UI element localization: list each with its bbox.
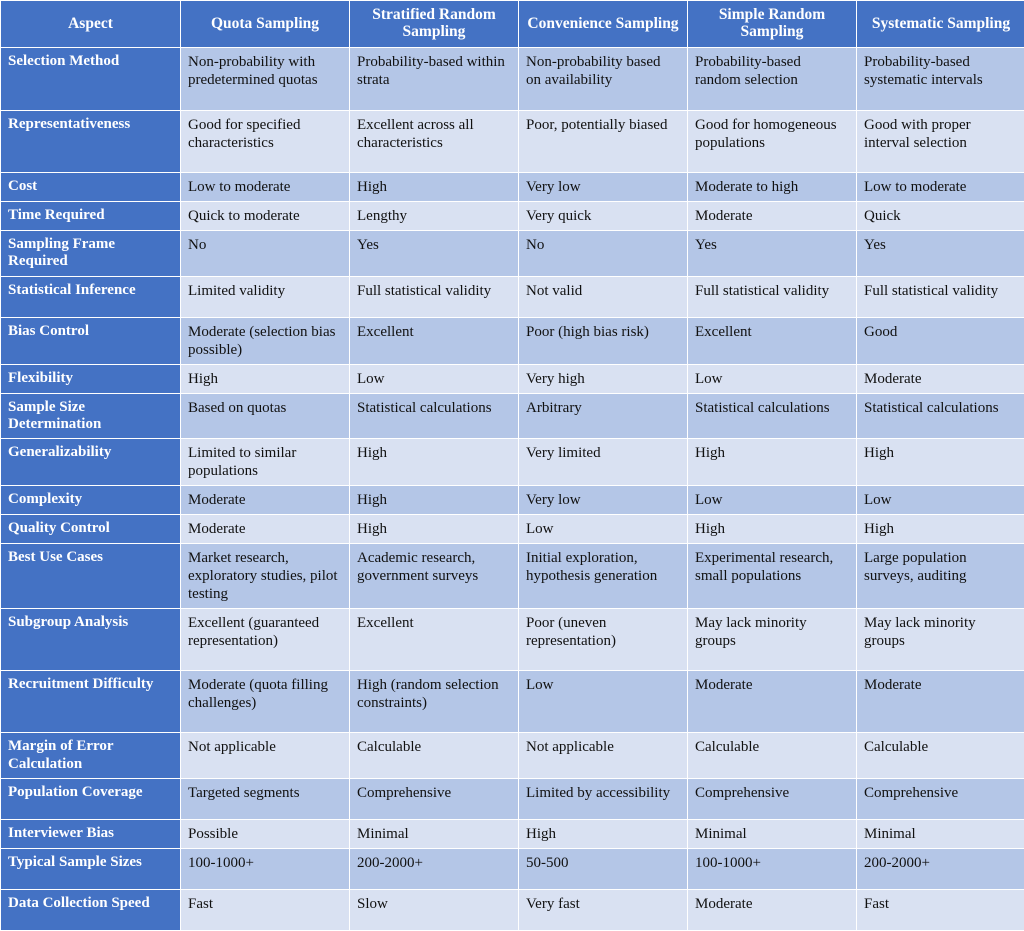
table-cell: Moderate — [688, 671, 857, 733]
table-cell: Good for homogeneous populations — [688, 110, 857, 172]
table-cell: Market research, exploratory studies, pilot testing — [181, 544, 350, 609]
table-cell: Moderate — [181, 486, 350, 515]
table-cell: Quick to moderate — [181, 201, 350, 230]
table-cell: High — [519, 820, 688, 849]
table-cell: Poor (uneven representation) — [519, 609, 688, 671]
table-row — [1, 486, 1024, 515]
row-header-aspect: Flexibility — [1, 364, 181, 393]
table-cell: Large population surveys, auditing — [857, 544, 1024, 609]
table-cell: Low — [688, 364, 857, 393]
table-row — [1, 779, 1024, 820]
table-cell: Very low — [519, 172, 688, 201]
row-header-aspect: Quality Control — [1, 515, 181, 544]
table-cell: Excellent — [688, 317, 857, 364]
table-cell: Slow — [350, 890, 519, 931]
table-cell: High — [350, 439, 519, 486]
table-cell: Moderate to high — [688, 172, 857, 201]
table-cell: Probability-based random selection — [688, 47, 857, 110]
table-cell: Good for specified characteristics — [181, 110, 350, 172]
table-cell: Low — [350, 364, 519, 393]
table-row — [1, 364, 1024, 393]
table-row — [1, 820, 1024, 849]
table-cell: Minimal — [688, 820, 857, 849]
column-header-aspect: Aspect — [1, 1, 181, 48]
table-cell: Yes — [688, 230, 857, 276]
table-row — [1, 172, 1024, 201]
table-cell: Low to moderate — [181, 172, 350, 201]
table-cell: Non-probability with predetermined quotas — [181, 47, 350, 110]
column-header-5: Systematic Sampling — [857, 1, 1024, 48]
table-cell: High — [181, 364, 350, 393]
table-cell: Calculable — [688, 733, 857, 779]
table-cell: Very quick — [519, 201, 688, 230]
table-row — [1, 110, 1024, 172]
table-cell: Experimental research, small populations — [688, 544, 857, 609]
table-cell: Excellent across all characteristics — [350, 110, 519, 172]
row-header-aspect: Sampling Frame Required — [1, 230, 181, 276]
table-cell: May lack minority groups — [857, 609, 1024, 671]
table-cell: Lengthy — [350, 201, 519, 230]
column-header-3: Convenience Sampling — [519, 1, 688, 48]
table-row — [1, 230, 1024, 276]
column-header-2: Stratified Random Sampling — [350, 1, 519, 48]
row-header-aspect: Bias Control — [1, 317, 181, 364]
table-cell: Moderate (selection bias possible) — [181, 317, 350, 364]
row-header-aspect: Interviewer Bias — [1, 820, 181, 849]
table-cell: Low — [857, 486, 1024, 515]
column-header-4: Simple Random Sampling — [688, 1, 857, 48]
table-cell: Statistical calculations — [857, 393, 1024, 439]
row-header-aspect: Best Use Cases — [1, 544, 181, 609]
table-row — [1, 276, 1024, 317]
row-header-aspect: Cost — [1, 172, 181, 201]
row-header-aspect: Representativeness — [1, 110, 181, 172]
table-cell: High — [350, 515, 519, 544]
row-header-aspect: Generalizability — [1, 439, 181, 486]
table-cell: Quick — [857, 201, 1024, 230]
table-cell: Limited by accessibility — [519, 779, 688, 820]
table-cell: High — [688, 515, 857, 544]
table-cell: Excellent — [350, 317, 519, 364]
table-cell: 200-2000+ — [350, 849, 519, 890]
table-cell: Moderate — [688, 890, 857, 931]
table-cell: High (random selection constraints) — [350, 671, 519, 733]
table-cell: Moderate (quota filling challenges) — [181, 671, 350, 733]
row-header-aspect: Complexity — [1, 486, 181, 515]
table-cell: Comprehensive — [350, 779, 519, 820]
table-cell: Fast — [857, 890, 1024, 931]
table-cell: Moderate — [857, 364, 1024, 393]
table-cell: 50-500 — [519, 849, 688, 890]
table-cell: Poor (high bias risk) — [519, 317, 688, 364]
table-row — [1, 317, 1024, 364]
row-header-aspect: Margin of Error Calculation — [1, 733, 181, 779]
table-cell: Initial exploration, hypothesis generation — [519, 544, 688, 609]
table-cell: High — [857, 439, 1024, 486]
table-cell: Low to moderate — [857, 172, 1024, 201]
table-row — [1, 733, 1024, 779]
table-cell: Based on quotas — [181, 393, 350, 439]
row-header-aspect: Selection Method — [1, 47, 181, 110]
table-cell: Yes — [350, 230, 519, 276]
table-cell: Excellent (guaranteed representation) — [181, 609, 350, 671]
table-row — [1, 201, 1024, 230]
table-cell: Very high — [519, 364, 688, 393]
table-cell: Full statistical validity — [857, 276, 1024, 317]
table-cell: High — [350, 172, 519, 201]
table-cell: Comprehensive — [688, 779, 857, 820]
table-cell: High — [688, 439, 857, 486]
table-cell: Moderate — [857, 671, 1024, 733]
table-cell: Very limited — [519, 439, 688, 486]
table-cell: Possible — [181, 820, 350, 849]
table-cell: Moderate — [688, 201, 857, 230]
header-row — [1, 1, 1024, 48]
table-cell: Fast — [181, 890, 350, 931]
table-cell: Targeted segments — [181, 779, 350, 820]
row-header-aspect: Data Collection Speed — [1, 890, 181, 931]
table-cell: Low — [519, 671, 688, 733]
table-cell: Low — [519, 515, 688, 544]
table-cell: Academic research, government surveys — [350, 544, 519, 609]
table-cell: Probability-based systematic intervals — [857, 47, 1024, 110]
table-cell: Full statistical validity — [688, 276, 857, 317]
table-cell: Minimal — [350, 820, 519, 849]
table-cell: Low — [688, 486, 857, 515]
table-cell: Calculable — [350, 733, 519, 779]
row-header-aspect: Typical Sample Sizes — [1, 849, 181, 890]
row-header-aspect: Population Coverage — [1, 779, 181, 820]
row-header-aspect: Recruitment Difficulty — [1, 671, 181, 733]
table-row — [1, 47, 1024, 110]
table-cell: Full statistical validity — [350, 276, 519, 317]
row-header-aspect: Subgroup Analysis — [1, 609, 181, 671]
table-cell: Very low — [519, 486, 688, 515]
table-body — [1, 47, 1024, 930]
row-header-aspect: Time Required — [1, 201, 181, 230]
table-cell: Moderate — [181, 515, 350, 544]
table-row — [1, 890, 1024, 931]
table-cell: Comprehensive — [857, 779, 1024, 820]
table-cell: High — [857, 515, 1024, 544]
table-cell: Limited validity — [181, 276, 350, 317]
table-cell: No — [519, 230, 688, 276]
table-cell: No — [181, 230, 350, 276]
row-header-aspect: Statistical Inference — [1, 276, 181, 317]
table-cell: Yes — [857, 230, 1024, 276]
table-cell: Not applicable — [181, 733, 350, 779]
table-cell: Statistical calculations — [350, 393, 519, 439]
table-row — [1, 671, 1024, 733]
table-header — [1, 1, 1024, 48]
table-cell: Limited to similar populations — [181, 439, 350, 486]
table-row — [1, 849, 1024, 890]
table-cell: Probability-based within strata — [350, 47, 519, 110]
table-row — [1, 544, 1024, 609]
table-row — [1, 393, 1024, 439]
table-cell: Not valid — [519, 276, 688, 317]
table-cell: Minimal — [857, 820, 1024, 849]
table-cell: Calculable — [857, 733, 1024, 779]
table-cell: 200-2000+ — [857, 849, 1024, 890]
table-cell: Non-probability based on availability — [519, 47, 688, 110]
table-cell: Not applicable — [519, 733, 688, 779]
row-header-aspect: Sample Size Determination — [1, 393, 181, 439]
table-row — [1, 439, 1024, 486]
column-header-1: Quota Sampling — [181, 1, 350, 48]
table-cell: May lack minority groups — [688, 609, 857, 671]
table-row — [1, 515, 1024, 544]
table-cell: Excellent — [350, 609, 519, 671]
table-row — [1, 609, 1024, 671]
table-cell: Arbitrary — [519, 393, 688, 439]
table-cell: 100-1000+ — [688, 849, 857, 890]
table-cell: Poor, potentially biased — [519, 110, 688, 172]
table-cell: Very fast — [519, 890, 688, 931]
table-cell: Statistical calculations — [688, 393, 857, 439]
table-cell: High — [350, 486, 519, 515]
table-cell: 100-1000+ — [181, 849, 350, 890]
table-cell: Good with proper interval selection — [857, 110, 1024, 172]
table-cell: Good — [857, 317, 1024, 364]
